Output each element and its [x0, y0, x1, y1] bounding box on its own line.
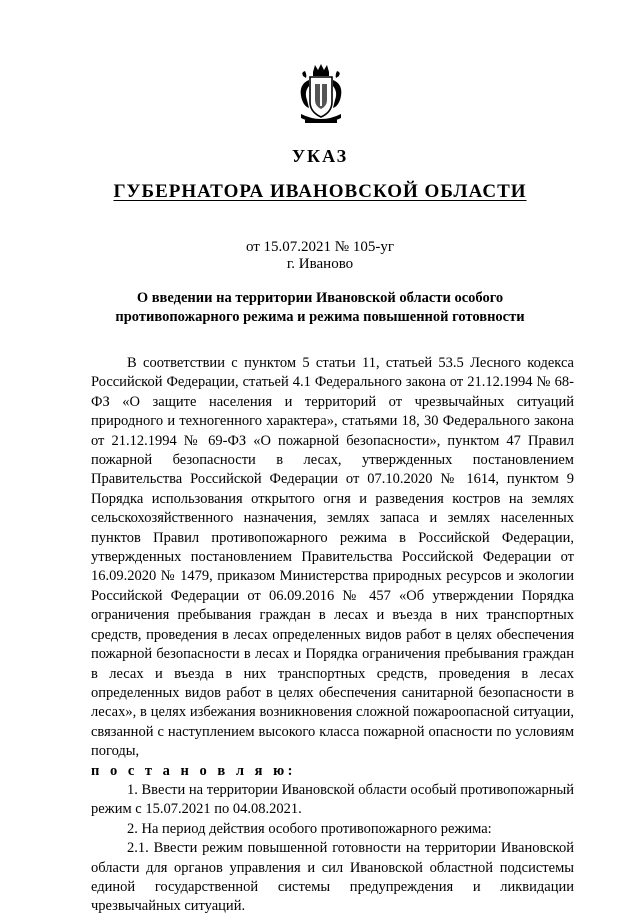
decree-keyword: п о с т а н о в л я ю: — [91, 762, 296, 779]
document-type-title: УКАЗ — [291, 146, 349, 166]
city: г. Иваново — [286, 256, 354, 272]
decree-subject — [95, 289, 545, 327]
coat-of-arms-icon — [293, 62, 349, 130]
preamble-paragraph: В соответствии с пунктом 5 статьи 11, статьей 53.5 Лесного кодекса Российской Федерации, статьей 4.1 Федерального закона от 21.12.1994 № 68-ФЗ «О защите населения и территорий от чрезвычайных ситуаций природного и техногенного характера», статьями 18, 30 Федерального закона от 21.12.1994 № 69-ФЗ «О пожарной безопасности», пунктом 47 Правил пожарной безопасности в лесах, утвержденных постановлением Правительства Российской Федерации от 07.10.2020 № 1614, пунктом 9 Порядка использования открытого огня и разведения костров на землях сельскохозяйственного назначения, землях запаса и землях населенных пунктов Правил противопожарного режима в Российской Федерации, утвержденных постановлением Правительства Российской Федерации от 16.09.2020 № 1479, приказом Министерства природных ресурсов и экологии Российской Федерации от 06.09.2016 № 457 «Об утверждении Порядка ограничения пребывания граждан в лесах и въезда в них транспортных средств, проведения в лесах определенных видов работ в целях обеспечения пожарной безопасности в лесах и Порядка ограничения пребывания граждан в лесах и въезда в них транспортных средств, проведения в лесах определенных видов работ в целях обеспечения санитарной безопасности в лесах», в целях избежания возникновения сложной пожароопасной ситуации, связанной с наступлением высокого класса пожарной опасности по условиям погоды, — [91, 355, 574, 760]
subject-line-2: противопожарного режима и режима повышенной готовности — [115, 309, 525, 325]
issuer-title: ГУБЕРНАТОРА ИВАНОВСКОЙ ОБЛАСТИ — [113, 181, 527, 202]
item-1-paragraph: 1. Ввести на территории Ивановской области особый противопожарный режим с 15.07.2021 по 04.08.2021. — [91, 781, 574, 818]
date-number: от 15.07.2021 № 105-уг — [245, 239, 395, 255]
subject-line-1: О введении на территории Ивановской области особого — [136, 290, 504, 306]
item-2-paragraph: 2. На период действия особого противопожарного режима: — [127, 820, 492, 837]
item-2-1-paragraph: 2.1. Ввести режим повышенной готовности на территории Ивановской области для органов управления и сил Ивановской областной подсистемы единой государственной системы предупреждения и ликвидации чрезвычайных ситуаций. — [91, 840, 574, 915]
decree-body — [91, 354, 574, 917]
